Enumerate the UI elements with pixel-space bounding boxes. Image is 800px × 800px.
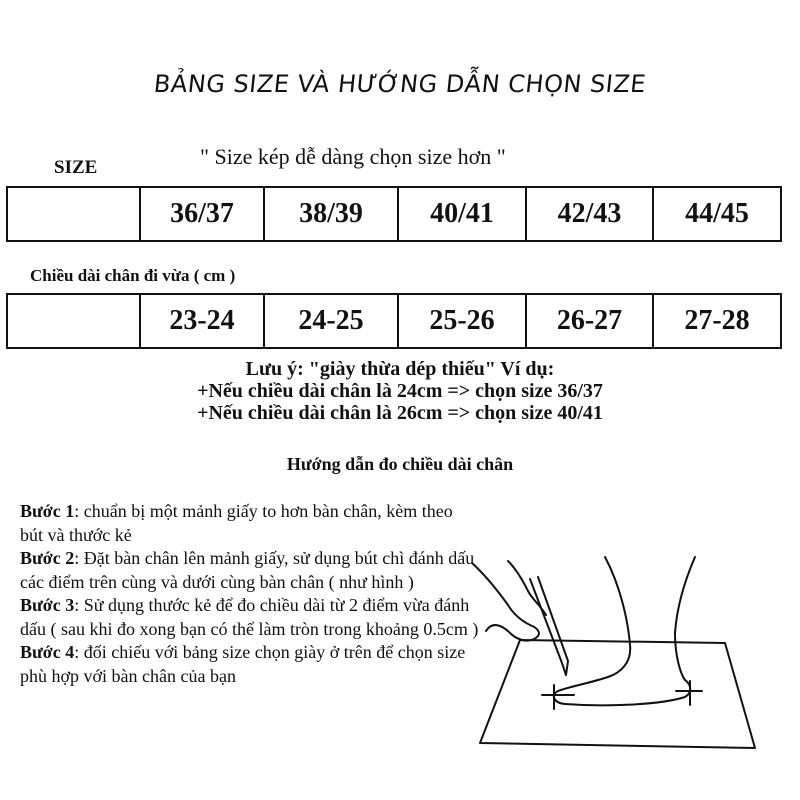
foot-measure-illustration (470, 545, 770, 755)
step-label: Bước 3 (20, 595, 75, 615)
step-item (20, 500, 480, 547)
size-cell: 38/39 (264, 187, 398, 241)
length-cell: 25-26 (398, 294, 526, 348)
length-cell: 23-24 (140, 294, 264, 348)
subtitle: " Size kép dễ dàng chọn size hơn " (200, 144, 506, 169)
hand-outline (472, 563, 539, 641)
table-row (7, 294, 781, 348)
paper-sheet (480, 640, 755, 748)
note-line: +Nếu chiều dài chân là 24cm => chọn size 36/37 (197, 380, 603, 402)
length-cell: 27-28 (653, 294, 781, 348)
size-cell: 40/41 (398, 187, 526, 241)
note-line: Lưu ý: "giày thừa dép thiếu" Ví dụ: (245, 358, 555, 380)
note-block (0, 358, 800, 424)
length-table (6, 293, 782, 349)
guide-title: Hướng dẫn đo chiều dài chân (286, 454, 514, 474)
length-row-label: Chiều dài chân đi vừa ( cm ) (30, 266, 236, 285)
size-cell: 36/37 (140, 187, 264, 241)
page-title: BẢNG SIZE VÀ HƯỚNG DẪN CHỌN SIZE (152, 70, 648, 98)
step-label: Bước 2 (20, 548, 75, 568)
step-item (20, 547, 480, 594)
leg-outline (554, 557, 695, 705)
heel-mark (542, 685, 574, 709)
size-row-label: SIZE (54, 157, 98, 178)
step-text: : đối chiếu với bảng size chọn giày ở trên để chọn size phù hợp với bàn chân của bạn (20, 642, 466, 686)
size-table (6, 186, 782, 242)
pencil (530, 577, 568, 675)
step-item (20, 594, 480, 641)
length-cell: 26-27 (526, 294, 653, 348)
table-row (7, 187, 781, 241)
step-text: : chuẩn bị một mảnh giấy to hơn bàn chân, kèm theo bút và thước kẻ (20, 501, 453, 545)
note-line: +Nếu chiều dài chân là 26cm => chọn size 40/41 (197, 402, 603, 424)
table-cell-empty (7, 294, 140, 348)
toe-mark (676, 681, 702, 705)
steps-list (20, 500, 480, 688)
step-label: Bước 4 (20, 642, 75, 662)
length-cell: 24-25 (264, 294, 398, 348)
size-cell: 42/43 (526, 187, 653, 241)
step-text: : Sử dụng thước kẻ để đo chiều dài từ 2 điểm vừa đánh dấu ( sau khi đo xong bạn có thể làm tròn trong khoảng 0.5cm ) (20, 595, 479, 639)
step-label: Bước 1 (20, 501, 75, 521)
size-cell: 44/45 (653, 187, 781, 241)
table-cell-empty (7, 187, 140, 241)
step-item (20, 641, 480, 688)
step-text: : Đặt bàn chân lên mảnh giấy, sử dụng bút chì đánh dấu các điểm trên cùng và dưới cùng bàn chân ( như hình ) (20, 548, 475, 592)
